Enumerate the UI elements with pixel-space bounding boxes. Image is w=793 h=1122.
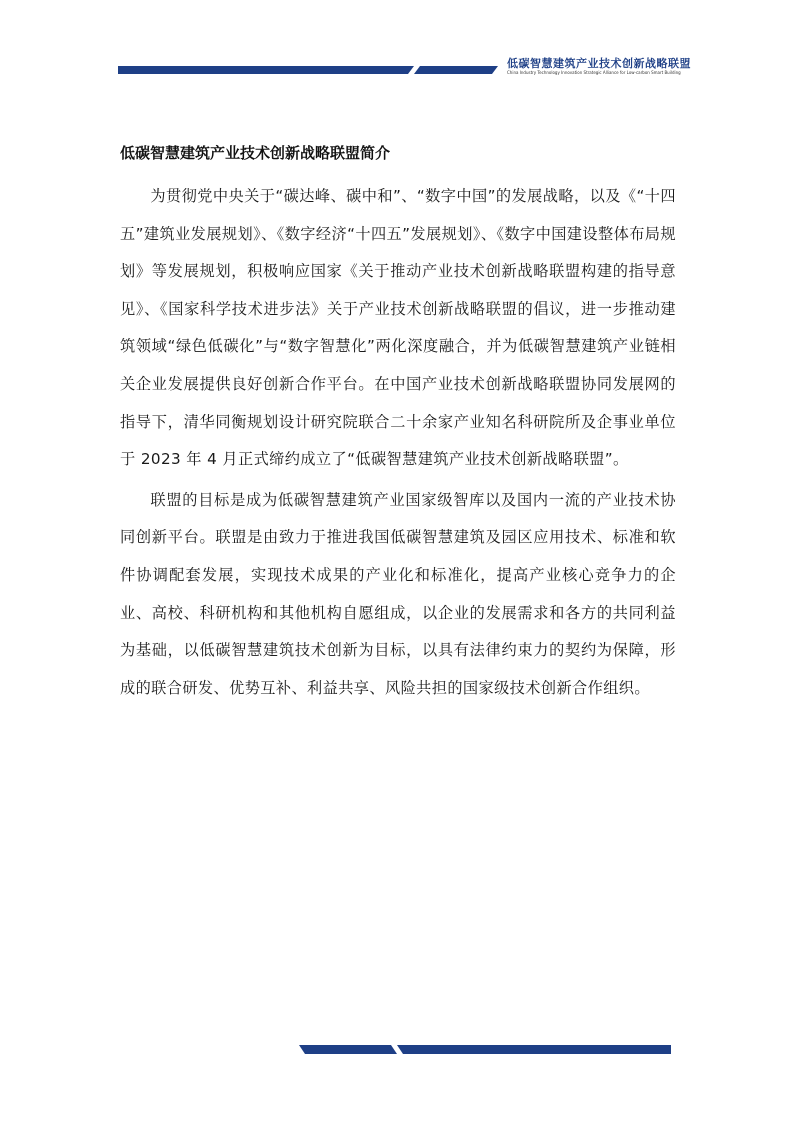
header-decorative-bar <box>118 66 498 74</box>
paragraph-goal: 联盟的目标是成为低碳智慧建筑产业国家级智库以及国内一流的产业技术协同创新平台。联盟是由致力于推进我国低碳智慧建筑及园区应用技术、标准和软件协调配套发展，实现技术成果的产业化和标准化，提高产业核心竞争力的企业、高校、科研机构和其他机构自愿组成，以企业的发展需求和各方的共同利益为基础，以低碳智慧建筑技术创新为目标，以具有法律约束力的契约为保障，形成的联合研发、优势互补、利益共享、风险共担的国家级技术创新合作组织。 <box>120 490 676 697</box>
section-title: 低碳智慧建筑产业技术创新战略联盟简介 <box>120 144 391 162</box>
document-body <box>120 138 676 707</box>
header-title: 低碳智慧建筑产业技术创新战略联盟 <box>507 57 691 70</box>
header-subtitle: China Industry Technology Innovation Strategic Alliance for Low-carbon Smart Building <box>507 70 681 75</box>
footer-decorative-bar <box>299 1045 671 1054</box>
paragraph-intro: 为贯彻党中央关于“碳达峰、碳中和”、“数字中国”的发展战略，以及《“十四五”建筑业发展规划》、《数字经济“十四五”发展规划》、《数字中国建设整体布局规划》等发展规划，积极响应国家《关于推动产业技术创新战略联盟构建的指导意见》、《国家科学技术进步法》关于产业技术创新战略联盟的倡议，进一步推动建筑领域“绿色低碳化”与“数字智慧化”两化深度融合，并为低碳智慧建筑产业链相关企业发展提供良好创新合作平台。在中国产业技术创新战略联盟协同发展网的指导下，清华同衡规划设计研究院联合二十余家产业知名科研院所及企事业单位于 2023 年 4 月正式缔约成立了“低碳智慧建筑产业技术创新战略联盟”。 <box>120 187 676 469</box>
